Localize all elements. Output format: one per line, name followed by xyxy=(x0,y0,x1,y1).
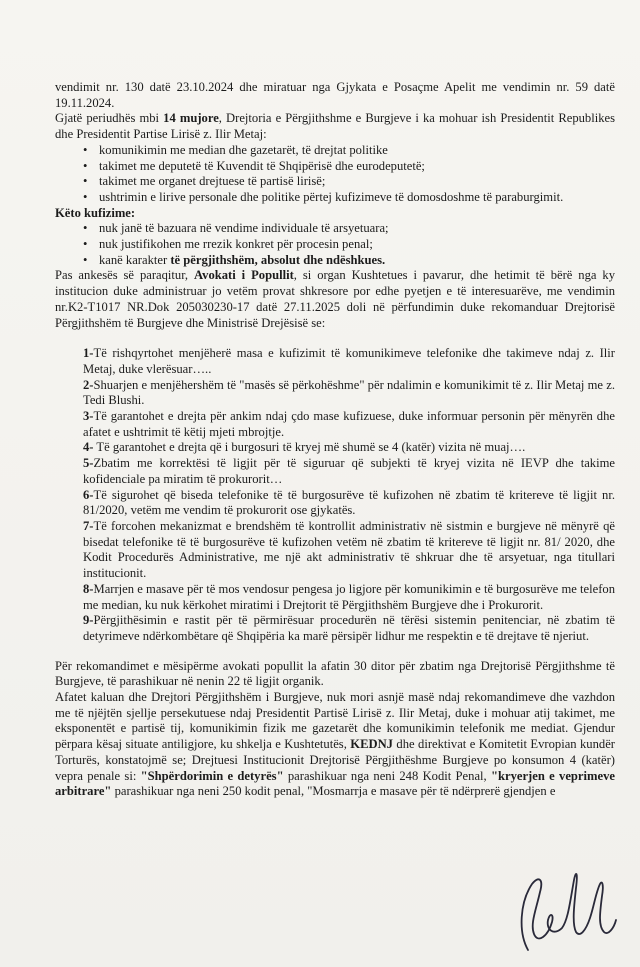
recommendation-item xyxy=(83,378,615,409)
recommendation-item xyxy=(83,488,615,519)
item-number: 5- xyxy=(83,456,94,471)
text-run: nuk janë të bazuara në vendime individuale të arsyetuara; xyxy=(99,221,389,236)
paragraph-ombudsman xyxy=(55,268,615,331)
text-run: dhe direktivat e Komitetit Evropian kundër Torturës, konstatojmë se; Drejtuesi Institucionit Drejtorisë Përgjithëshme Burgjeve po konsumon 4 (katër) vepra penale si: xyxy=(55,737,615,783)
text-run: Afatet kaluan dhe Drejtori Përgjithshëm i Burgjeve, nuk mori asnjë masë ndaj rekomandimeve dhe vazhdon me të njëjtën sjellje persekutuese ndaj Presidentit Partisë Lirisë z. Ilir Metaj, duke i mohuar atij takimet, me eksponentët e partisë tij, komunikimin fizik me gazetarët dhe komunikimin telefonik me mediat. Gjendur përpara kësaj situate antiligjore, ku shkelja e Kushtetutës, xyxy=(55,690,615,752)
bold-text: "kryerjen e veprimeve arbitrare" xyxy=(55,768,615,799)
item-text: Zbatim me korrektësi të ligjit për të siguruar që subjekti të kryej vizita në IEVP dhe takime kofidenciale pa miratim të prokurorit… xyxy=(83,456,615,486)
item-number: 4- xyxy=(83,440,94,455)
item-text: Të forcohen mekanizmat e brendshëm të kontrollit administrativ në sistmin e burgjeve në mënyrë që bisedat telefonike të të burgosurëve të kufizohen vetëm në zbatim të kritereve të ligjit nr. 81/ 2020, dhe Kodit Procedurës Administrative, me një akt administrativ të shkruar dhe të arsyetuar, nga titullari institucionit. xyxy=(83,518,615,581)
item-text: Shuarjen e menjëhershëm të "masës së përkohëshme" për ndalimin e komunikimit të z. Ilir Metaj me z. Tedi Blushi. xyxy=(83,377,615,408)
recommendation-item xyxy=(83,582,615,613)
item-text: Të rishqyrtohet menjëherë masa e kufizimit të komunikimeve telefonike dhe takimeve ndaj z. Ilir Metaj, duke vlerësuar….. xyxy=(83,346,615,376)
text-run: Pas ankesës së paraqitur, xyxy=(55,268,194,283)
text-run: kanë karakter xyxy=(99,252,171,267)
item-text: Të garantohet e drejta që i burgosuri të kryej më shumë se 4 (katër) vizita në muaj…. xyxy=(93,440,526,455)
recommendation-item xyxy=(83,440,615,456)
list-item: • ushtrimin e lirive personale dhe politike përtej kufizimeve të domosdoshme të paraburgimit. xyxy=(99,190,615,206)
recommendation-item xyxy=(83,519,615,582)
item-number: 3- xyxy=(83,409,94,424)
bold-text: të përgjithshëm, absolut dhe ndëshkues. xyxy=(170,252,386,267)
handwritten-signature-icon xyxy=(510,862,620,957)
bold-text: "Shpërdorimin e detyrës" xyxy=(140,768,284,783)
item-number: 1- xyxy=(83,346,94,361)
text-run: "Mosmarrja e masave për të ndërprerë gjendjen e xyxy=(307,784,556,799)
paragraph-conclusion xyxy=(55,690,615,800)
list-item: • takimet me organet drejtuese të partisë lirisë; xyxy=(99,174,615,190)
text-run: nuk justifikohen me rrezik konkret për procesin penal; xyxy=(99,237,373,252)
item-number: 6- xyxy=(83,487,94,502)
text-run: parashikuar nga neni 248 Kodit Penal, xyxy=(283,768,491,783)
item-number: 8- xyxy=(83,581,94,596)
denied-rights-list xyxy=(55,143,615,206)
recommendation-item xyxy=(83,613,615,644)
text-run: , Drejtoria e Përgjithshme e Burgjeve i ka mohuar ish Presidentit Republikes dhe Presidentit Partise Lirisë z. Ilir Metaj: xyxy=(55,111,615,142)
recommendations-list xyxy=(55,346,615,644)
bold-text: KEDNJ xyxy=(350,737,393,752)
text-run: Gjatë periudhës mbi xyxy=(55,111,164,126)
recommendation-item xyxy=(83,346,615,377)
bold-text: Avokati i Popullit xyxy=(193,268,294,283)
list-item: • komunikimin me median dhe gazetarët, të drejtat politike xyxy=(99,143,615,159)
restrictions-list xyxy=(55,221,615,268)
recommendation-item xyxy=(83,456,615,487)
item-text: Përgjithësimin e rastit për të përmirësuar procedurën në tërësi sistemin penitenciar, në zbatim të detyrimeve ndërkombëtare që Shqipëria ka marë përsipër lidhur me respektin e të drejtave të njeriut. xyxy=(83,613,615,643)
item-number: 2- xyxy=(83,377,94,392)
list-item xyxy=(99,237,615,253)
bold-text: 14 mujore xyxy=(163,111,219,126)
paragraph-deadline: Për rekomandimet e mësipërme avokati popullit la afatin 30 ditor për zbatim nga Drejtorisë Përgjithshme të Burgjeve, të parashikuar në nenin 22 të ligjit organik. xyxy=(55,658,615,689)
item-text: Të sigurohet që biseda telefonike të të burgosurëve të kufizohen në zbatim të kritereve të ligjit nr. 81/2020, vetëm me vendim të prokurorit ose gjykatës. xyxy=(83,487,615,518)
paragraph-period xyxy=(55,111,615,142)
document-body xyxy=(55,80,615,800)
list-item: • takimet me deputetë të Kuvendit të Shqipërisë dhe eurodeputetë; xyxy=(99,159,615,175)
recommendation-item xyxy=(83,409,615,440)
item-text: Të garantohet e drejta për ankim ndaj çdo mase kufizuese, duke informuar personin për mënyrën dhe afatet e ushtrimit të këtij mjeti mbrojtje. xyxy=(83,409,615,439)
text-run: , si organ Kushtetues i pavarur, dhe hetimit të bërë nga ky institucion duke administruar jo vetëm provat shkresore por edhe pyetjen e të interesuarëve, me vendimin nr.K2-T1017 NR.Dok 205030230-17 datë 27.11.2025 doli në përfundimin duke rekomanduar Drejtorisë Përgjithshëm të Burgjeve dhe Ministrisë Drejësisë se: xyxy=(55,268,616,330)
item-number: 7- xyxy=(83,518,94,533)
restrictions-heading: Këto kufizime: xyxy=(55,205,136,220)
intro-paragraph: vendimit nr. 130 datë 23.10.2024 dhe miratuar nga Gjykata e Posaçme Apelit me vendimin nr. 59 datë 19.11.2024. xyxy=(55,80,615,110)
list-item xyxy=(99,221,615,237)
text-run: parashikuar nga neni 250 kodit penal, xyxy=(111,784,308,799)
list-item xyxy=(99,253,615,269)
item-number: 9- xyxy=(83,613,94,628)
item-text: Marrjen e masave për të mos vendosur pengesa jo ligjore për komunikimin e të burgosurëve me telefon me median, ku nuk kërkohet miratimi i Drejtorit të Përgjithshëm Burgjeve dhe i Prokurorit. xyxy=(83,581,615,612)
